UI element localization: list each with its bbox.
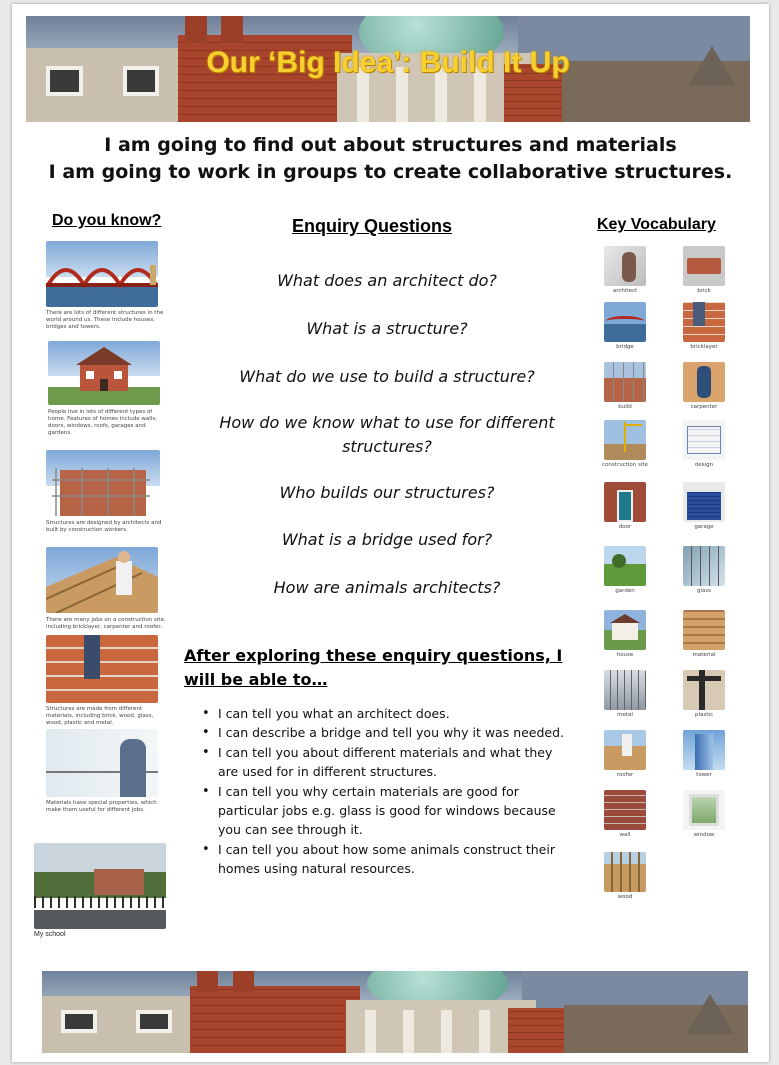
enquiry-question: Who builds our structures? (279, 483, 495, 502)
enquiry-question: What does an architect do? (277, 271, 497, 290)
caption-1: There are lots of different structures in the world around us. These include houses, bridges and towers. (46, 310, 164, 330)
vocab-door: door (600, 482, 650, 531)
vocab-garage: garage (679, 482, 729, 531)
my-school-label: My school (34, 931, 66, 938)
outcome-item: • I can tell you about different materials and what they are used for in different structures. (202, 743, 572, 782)
vocab-carpenter: carpenter (679, 362, 729, 411)
vocab-garden: garden (600, 546, 650, 595)
vocab-tower: tower (679, 730, 729, 779)
outcome-item: • I can describe a bridge and tell you why it was needed. (202, 723, 572, 742)
caption-4: There are many jobs on a construction site, including bricklayer, carpenter and roofer. (46, 617, 166, 630)
bridge-photo (46, 241, 158, 307)
vocab-metal: metal (600, 670, 650, 719)
caption-2: People live in lots of different types of home. Features of homes include walls, doors, windows, roofs, garages and gardens. (48, 409, 157, 436)
poster-page (12, 4, 769, 1062)
enquiry-questions-heading: Enquiry Questions (292, 216, 453, 236)
vocab-roofer: roofer (600, 730, 650, 779)
vocab-window: window (679, 790, 729, 839)
my-school-photo (34, 843, 166, 929)
vocab-construction-site: construction site (600, 420, 650, 469)
vocab-build: build (600, 362, 650, 411)
caption-3: Structures are designed by architects and built by construction workers. (46, 520, 162, 533)
key-vocabulary-heading: Key Vocabulary (597, 216, 716, 233)
caption-6: Materials have special properties, which make them useful for different jobs. (46, 800, 157, 813)
vocab-bricklayer: bricklayer (679, 302, 729, 351)
outcome-item: • I can tell you about how some animals construct their homes using natural resources. (202, 840, 572, 879)
do-you-know-heading: Do you know? (52, 212, 162, 229)
vocab-architect: architect (600, 246, 650, 295)
outcomes-list (202, 704, 572, 879)
caption-5: Structures are made from different materials, including brick, wood, glass, wood, plastic and metal. (46, 706, 154, 726)
footer-banner (42, 971, 748, 1053)
vocab-wood: wood (600, 852, 650, 901)
enquiry-question: How do we know what to use for different structures? (219, 413, 555, 456)
window-photo (46, 729, 158, 797)
vocab-plastic: plastic (679, 670, 729, 719)
intro-text (12, 132, 769, 186)
enquiry-question: How are animals architects? (273, 578, 501, 597)
intro-line-2: I am going to work in groups to create collaborative structures. (48, 161, 733, 183)
vocab-design: design (679, 420, 729, 469)
construction-photo (46, 450, 160, 516)
vocab-wall: wall (600, 790, 650, 839)
outcomes-heading: After exploring these enquiry questions, I will be able to… (184, 646, 563, 689)
outcome-item: • I can tell you why certain materials are good for particular jobs e.g. glass is good for windows because you can see through it. (202, 782, 572, 840)
vocab-brick: brick (679, 246, 729, 295)
intro-line-1: I am going to find out about structures and materials (104, 134, 677, 156)
outcome-item: • I can tell you what an architect does. (202, 704, 572, 723)
enquiry-question: What is a structure? (306, 319, 468, 338)
enquiry-question: What is a bridge used for? (281, 530, 493, 549)
roofer-photo (46, 547, 158, 613)
vocab-glass: glass (679, 546, 729, 595)
house-photo (48, 341, 160, 405)
bricklaying-photo (46, 635, 158, 703)
vocab-bridge: bridge (600, 302, 650, 351)
vocab-house: house (600, 610, 650, 659)
page-title: Our ‘Big Idea’: Build It Up (206, 46, 570, 79)
header-banner (26, 16, 750, 122)
enquiry-question: What do we use to build a structure? (239, 367, 535, 386)
vocab-material: material (679, 610, 729, 659)
